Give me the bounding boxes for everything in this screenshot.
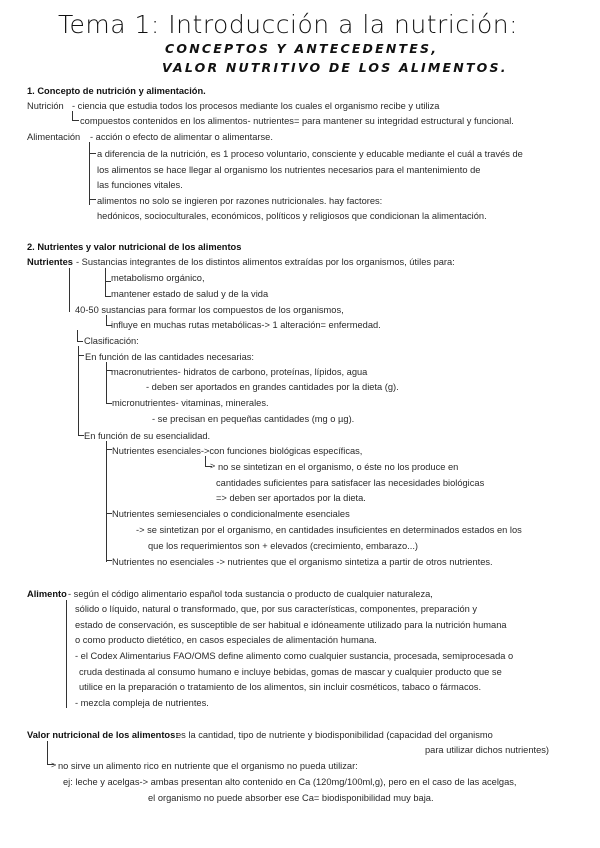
alimento-line-7: utilice en la preparación o tratamiento de los alimentos, sin incluir cosméticos, tabaco o fármacos. [79, 682, 482, 692]
alimentacion-line-5: alimentos no solo se ingieren por razones nutricionales. hay factores: [97, 196, 383, 206]
nutrientes-label: Nutrientes [27, 257, 73, 267]
alimentacion-label: Alimentación [27, 132, 81, 142]
alimento-line-2: sólido o líquido, natural o transformado, que, por sus características, componentes, preparación y [75, 604, 478, 614]
nutricion-line-2: compuestos contenidos en los alimentos- nutrientes= para mantener su integridad estructural y funcional. [80, 116, 514, 126]
bracket-connector [89, 142, 96, 154]
nutrientes-line-1: - Sustancias integrantes de los distintos alimentos extraídas por los organismos, útiles para: [76, 257, 455, 267]
page-title: Tema 1: Introducción a la nutrición: [58, 10, 519, 39]
bracket-connector [78, 346, 79, 436]
nutrientes-line-13: Nutrientes esenciales->con funciones biológicas específicas, [112, 446, 363, 456]
nutrientes-line-16: => deben ser aportados por la dieta. [216, 493, 366, 503]
bracket-connector [106, 441, 107, 562]
alimentacion-line-1: - acción o efecto de alimentar o alimentarse. [90, 132, 273, 142]
valor-line-4: ej: leche y acelgas-> ambas presentan alto contenido en Ca (120mg/100ml,g), pero en el caso de las acelgas, [63, 777, 517, 787]
bracket-connector [69, 268, 70, 312]
alimento-line-5: - el Codex Alimentarius FAO/OMS define alimento como cualquier sustancia, procesada, semiprocesada o [75, 651, 514, 661]
nutrientes-line-14: no se sintetizan en el organismo, o éste no los produce en [218, 462, 459, 472]
alimentacion-line-2: a diferencia de la nutrición, es 1 proceso voluntario, consciente y educable mediante el cuál a través de [97, 149, 523, 159]
bracket-connector [72, 111, 79, 121]
valor-line-2: para utilizar dichos nutrientes) [425, 745, 550, 755]
nutrientes-line-20: Nutrientes no esenciales -> nutrientes que el organismo sintetiza a partir de otros nutrientes. [112, 557, 493, 567]
nutrientes-line-3: mantener estado de salud y de la vida [111, 289, 269, 299]
nutrientes-line-9: - deben ser aportados en grandes cantidades por la dieta (g). [146, 382, 399, 392]
nutrientes-line-15: cantidades suficientes para satisfacer las necesidades biológicas [216, 478, 485, 488]
alimento-label: Alimento [27, 589, 67, 599]
nutrientes-line-8: macronutrientes- hidratos de carbono, proteínas, lípidos, agua [111, 367, 368, 377]
valor-line-1: es la cantidad, tipo de nutriente y biodisponibilidad (capacidad del organismo [176, 730, 493, 740]
bracket-connector [77, 330, 83, 342]
nutrientes-line-4: 40-50 sustancias para formar los compuestos de los organismos, [75, 305, 344, 315]
nutrientes-line-7: En función de las cantidades necesarias: [85, 352, 255, 362]
alimento-line-3: estado de conservación, es susceptible de ser habitual e idóneamente utilizado para la nutrición humana [75, 620, 507, 630]
alimentacion-line-3: los alimentos se hace llegar al organismo los nutrientes necesarios para el mantenimiento de [97, 165, 481, 175]
alimentacion-line-4: las funciones vitales. [97, 180, 183, 190]
nutricion-label: Nutrición [27, 101, 64, 111]
arrow-icon: > [210, 461, 216, 471]
alimento-line-8: - mezcla compleja de nutrientes. [75, 698, 209, 708]
nutrientes-line-18: -> se sintetizan por el organismo, en cantidades insuficientes en determinados estados en los [136, 525, 522, 535]
nutrientes-line-17: Nutrientes semiesenciales o condicionalmente esenciales [112, 509, 350, 519]
alimento-line-4: o como producto dietético, en casos especiales de alimentación humana. [75, 635, 377, 645]
nutrientes-line-11: - se precisan en pequeñas cantidades (mg o µg). [152, 414, 355, 424]
valor-line-5: el organismo no puede absorber ese Ca= biodisponibilidad muy baja. [148, 793, 434, 803]
nutrientes-line-19: que los requerimientos son + elevados (crecimiento, embarazo...) [148, 541, 419, 551]
section-1-heading: 1. Concepto de nutrición y alimentación. [27, 86, 206, 96]
valor-label: Valor nutricional de los alimentos: [27, 730, 179, 740]
alimento-line-6: cruda destinada al consumo humano e incluye bebidas, gomas de mascar y cualquier producto que se [79, 667, 502, 677]
nutrientes-line-6: Clasificación: [84, 336, 139, 346]
valor-line-3: no sirve un alimento rico en nutriente que el organismo no pueda utilizar: [58, 761, 358, 771]
bracket-connector [78, 346, 84, 356]
alimentacion-line-6: hedónicos, socioculturales, económicos, políticos y religiosos que condicionan la alimentación. [97, 211, 487, 221]
alimento-line-1: - según el código alimentario español toda sustancia o producto de cualquier naturaleza, [68, 589, 433, 599]
bracket-connector [89, 190, 96, 200]
nutrientes-line-12: En función de su esencialidad. [84, 431, 211, 441]
nutrientes-line-2: metabolismo orgánico, [111, 273, 205, 283]
nutrientes-line-5: influye en muchas rutas metabólicas-> 1 alteración= enfermedad. [111, 320, 381, 330]
arrow-icon: > [51, 760, 57, 770]
nutricion-line-1: - ciencia que estudia todos los procesos mediante los cuales el organismo recibe y utiliza [72, 101, 440, 111]
section-2-heading: 2. Nutrientes y valor nutricional de los alimentos [27, 242, 242, 252]
nutrientes-line-10: micronutrientes- vitaminas, minerales. [112, 398, 269, 408]
subtitle-line-2: VALOR NUTRITIVO DE LOS ALIMENTOS. [162, 60, 508, 75]
bracket-connector [66, 600, 67, 708]
subtitle-line-1: CONCEPTOS Y ANTECEDENTES, [165, 41, 439, 56]
